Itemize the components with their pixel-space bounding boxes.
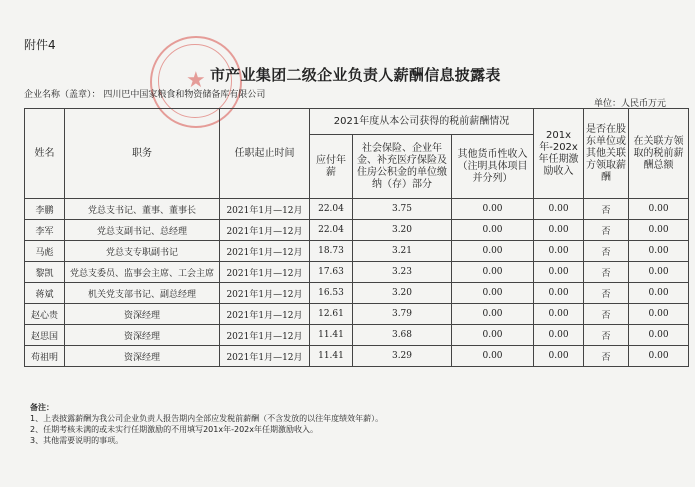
note-item: 2、任期考核未满的或未实行任期激励的不用填写201x年-202x年任期激励收入。 [30,425,318,434]
cell-related-total: 0.00 [629,199,689,220]
cell-incentive: 0.00 [534,304,584,325]
cell-social: 3.20 [353,220,452,241]
cell-salary: 18.73 [310,241,353,262]
notes-heading: 备注： [30,403,54,412]
cell-incentive: 0.00 [534,220,584,241]
cell-other: 0.00 [452,304,534,325]
header-salary: 应付年薪 [310,135,353,199]
cell-term: 2021年1月—12月 [220,325,310,346]
cell-incentive: 0.00 [534,262,584,283]
table-row [25,304,689,325]
cell-related: 否 [584,283,629,304]
header-social: 社会保险、企业年金、补充医疗保险及住房公积金的单位缴纳（存）部分 [353,135,452,199]
cell-salary: 22.04 [310,199,353,220]
cell-related-total: 0.00 [629,346,689,367]
cell-related: 否 [584,325,629,346]
cell-related-total: 0.00 [629,283,689,304]
header-position: 职务 [65,109,220,199]
company-name-line: 企业名称（盖章）： 四川巴中国家粮食和物资储备库有限公司 [24,90,266,100]
header-name: 姓名 [25,109,65,199]
cell-related-total: 0.00 [629,220,689,241]
header-related-total: 在关联方领取的税前薪酬总额 [629,109,689,199]
cell-salary: 17.63 [310,262,353,283]
cell-related: 否 [584,262,629,283]
cell-name: 蒋斌 [25,283,65,304]
cell-incentive: 0.00 [534,346,584,367]
cell-related: 否 [584,199,629,220]
cell-term: 2021年1月—12月 [220,346,310,367]
cell-other: 0.00 [452,346,534,367]
cell-term: 2021年1月—12月 [220,283,310,304]
notes-section [30,402,383,446]
cell-position: 党总支书记、董事、董事长 [65,199,220,220]
table-row [25,283,689,304]
page-title: 市产业集团二级企业负责人薪酬信息披露表 [210,66,501,84]
cell-social: 3.20 [353,283,452,304]
note-item: 3、其他需要说明的事项。 [30,436,124,445]
cell-term: 2021年1月—12月 [220,262,310,283]
cell-salary: 11.41 [310,346,353,367]
cell-social: 3.21 [353,241,452,262]
cell-position: 党总支副书记、总经理 [65,220,220,241]
cell-name: 赵思国 [25,325,65,346]
header-pay-group: 2021年度从本公司获得的税前薪酬情况 [310,109,534,135]
cell-name: 李军 [25,220,65,241]
cell-term: 2021年1月—12月 [220,199,310,220]
cell-position: 党总支委员、监事会主席、工会主席 [65,262,220,283]
cell-related-total: 0.00 [629,241,689,262]
cell-position: 资深经理 [65,346,220,367]
cell-other: 0.00 [452,220,534,241]
cell-name: 马彪 [25,241,65,262]
cell-other: 0.00 [452,283,534,304]
cell-incentive: 0.00 [534,199,584,220]
annex-label: 附件4 [24,38,56,52]
cell-incentive: 0.00 [534,241,584,262]
salary-disclosure-table [24,108,689,367]
cell-social: 3.29 [353,346,452,367]
note-item: 1、上表披露薪酬为我公司企业负责人报告期内全部应发税前薪酬（不含发放的以往年度绩效年薪）。 [30,414,384,423]
cell-other: 0.00 [452,241,534,262]
cell-position: 资深经理 [65,304,220,325]
cell-related: 否 [584,220,629,241]
cell-other: 0.00 [452,325,534,346]
cell-salary: 11.41 [310,325,353,346]
cell-position: 资深经理 [65,325,220,346]
cell-related-total: 0.00 [629,304,689,325]
cell-related: 否 [584,241,629,262]
cell-social: 3.79 [353,304,452,325]
cell-position: 党总支专职副书记 [65,241,220,262]
cell-social: 3.23 [353,262,452,283]
table-row [25,262,689,283]
cell-incentive: 0.00 [534,325,584,346]
header-incentive: 201x年-202x年任期激励收入 [534,109,584,199]
cell-salary: 22.04 [310,220,353,241]
cell-salary: 16.53 [310,283,353,304]
cell-name: 赵心贵 [25,304,65,325]
cell-term: 2021年1月—12月 [220,220,310,241]
cell-related-total: 0.00 [629,325,689,346]
table-row [25,325,689,346]
table-row [25,199,689,220]
seal-star-icon: ★ [186,68,206,93]
cell-other: 0.00 [452,262,534,283]
cell-name: 黎凯 [25,262,65,283]
cell-social: 3.68 [353,325,452,346]
cell-related-total: 0.00 [629,262,689,283]
cell-salary: 12.61 [310,304,353,325]
header-term: 任职起止时间 [220,109,310,199]
cell-related: 否 [584,304,629,325]
cell-related: 否 [584,346,629,367]
cell-social: 3.75 [353,199,452,220]
table-row [25,346,689,367]
header-related: 是否在股东单位或其他关联方领取薪酬 [584,109,629,199]
table-row [25,220,689,241]
cell-incentive: 0.00 [534,283,584,304]
cell-name: 李鹏 [25,199,65,220]
header-other: 其他货币性收入（注明具体项目并分列） [452,135,534,199]
currency-unit-label: 单位：人民币万元 [594,99,667,109]
cell-term: 2021年1月—12月 [220,304,310,325]
cell-other: 0.00 [452,199,534,220]
cell-name: 苟祖明 [25,346,65,367]
table-row [25,241,689,262]
cell-position: 机关党支部书记、副总经理 [65,283,220,304]
cell-term: 2021年1月—12月 [220,241,310,262]
